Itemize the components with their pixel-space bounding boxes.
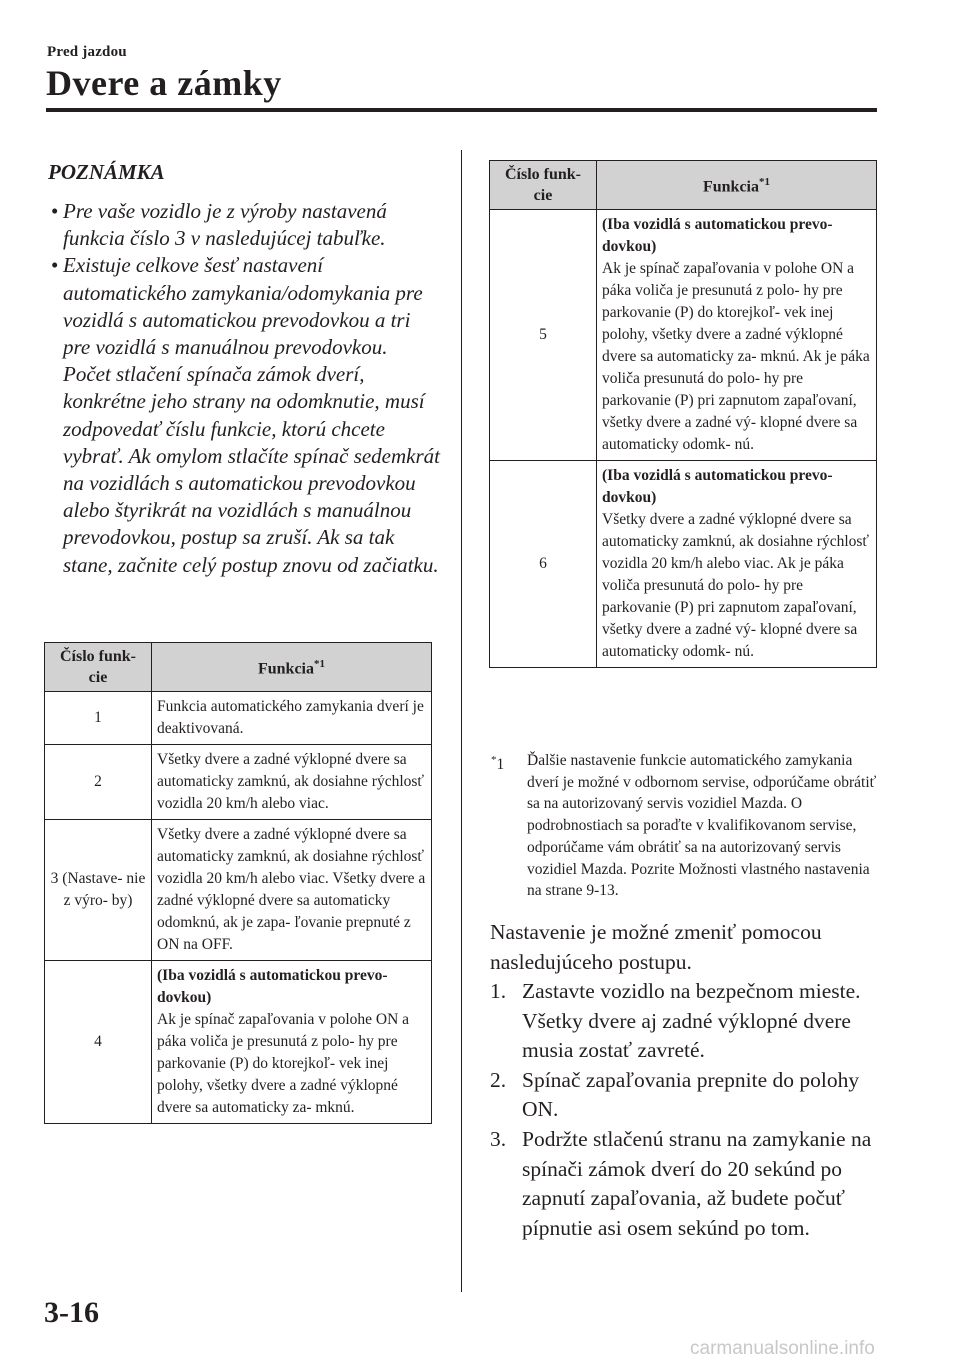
function-number: 2: [45, 745, 152, 820]
function-description: (Iba vozidlá s automatickou prevo- dovkou) Ak je spínač zapaľovania v polohe ON a páka voliča je presunutá z polo- hy pre parkovanie (P) do ktorejkoľ- vek inej polohy, všetky dvere a zadné výklopné dvere sa automaticky za- mknú. Ak je páka voliča presunutá do polo- hy pre parkovanie (P) pri zapnutom zapaľovaní, všetky dvere a zadné vý- klopné dvere sa automaticky odomk- nú.: [597, 210, 877, 461]
footnote-text: Ďalšie nastavenie funkcie automatického zamykania dverí je možné v odbornom servise, odporúčame obrátiť sa na autorizovaný servis vozidiel Mazda. O podrobnostiach sa poraďte v kvalifikovanom servise, odporúčame vám obrátiť sa na autorizovaný servis vozidiel Mazda. Pozrite Možnosti vlastného nastavenia na strane 9-13.: [527, 752, 877, 900]
section-label: Pred jazdou: [47, 44, 127, 60]
page-number: 3-16: [44, 1296, 99, 1329]
function-table-part-1: [44, 642, 432, 1124]
procedure-step: [490, 977, 885, 1066]
function-description: Všetky dvere a zadné výklopné dvere sa automaticky zamknú, ak dosiahne rýchlosť vozidla 20 km/h alebo viac. Všetky dvere a zadné výklopné dvere sa automaticky odomknú, ak je zapa- ľovanie prepnuté z ON na OFF.: [152, 820, 432, 961]
note-item-text: Existuje celkove šesť nastavení automatického zamykania/odomykania pre vozidlá s automatickou prevodovkou a tri pre vozidlá s manuálnou prevodovkou. Počet stlačení spínača zámok dverí, konkrétne jeho strany na odomknutie, musí zodpovedať číslu funkcie, ktorú chcete vybrať. Ak omylom stlačíte spínač sedemkrát na vozidlách s automatickou prevodovkou alebo štyrikrát na vozidlách s manuálnou prevodovkou, postup sa zruší. Ak sa tak stane, začnite celý postup znovu od začiatku.: [63, 253, 440, 577]
procedure-step: [490, 1125, 885, 1243]
step-number: 2.: [490, 1067, 507, 1092]
step-text: Zastavte vozidlo na bezpečnom mieste. Všetky dvere aj zadné výklopné dvere musia zostať zavreté.: [522, 979, 861, 1063]
footnote-ref: *1: [314, 658, 325, 671]
table-header-row: [45, 643, 432, 692]
note-list: [48, 198, 440, 579]
table-row: [490, 461, 877, 668]
function-number: 4: [45, 961, 152, 1124]
function-description: Všetky dvere a zadné výklopné dvere sa automaticky zamknú, ak dosiahne rýchlosť vozidla 20 km/h alebo viac.: [152, 745, 432, 820]
function-number: 6: [490, 461, 597, 668]
header-function-number: Číslo funk- cie: [490, 161, 597, 210]
function-table-part-2: [489, 160, 877, 668]
step-number: 1.: [490, 979, 507, 1003]
function-condition: (Iba vozidlá s automatickou prevo- dovkou): [157, 967, 388, 1006]
note-item: [48, 252, 440, 578]
table-row: [45, 820, 432, 961]
function-condition: (Iba vozidlá s automatickou prevo- dovkou): [602, 216, 833, 255]
footnote-marker: *1: [491, 754, 505, 774]
procedure-intro: Nastavenie je možné zmeniť pomocou nasledujúceho postupu.: [490, 920, 822, 974]
step-text: Podržte stlačenú stranu na zamykanie na spínači zámok dverí do 20 sekúnd po zapnutí zapaľovania, až budete počuť pípnutie asi osem sekúnd po tom.: [522, 1126, 872, 1240]
table-row: [45, 745, 432, 820]
watermark: carmanualsonline.info: [690, 1338, 875, 1359]
function-number: 3 (Nastave- nie z výro- by): [45, 820, 152, 961]
footnote: [491, 750, 881, 902]
table-header-row: [490, 161, 877, 210]
step-number: 3.: [490, 1126, 507, 1151]
note-heading: POZNÁMKA: [48, 160, 165, 184]
note-item: [48, 198, 440, 252]
table-row: [45, 692, 432, 745]
function-condition: (Iba vozidlá s automatickou prevo- dovkou): [602, 467, 833, 506]
header-function-number: Číslo funk- cie: [45, 643, 152, 692]
title-rule: [46, 108, 877, 112]
procedure-step: [490, 1066, 885, 1125]
column-divider: [461, 150, 462, 1292]
function-description: (Iba vozidlá s automatickou prevo- dovkou) Všetky dvere a zadné výklopné dvere sa automaticky zamknú, ak dosiahne rýchlosť vozidla 20 km/h alebo viac. Ak je páka voliča presunutá do polo- hy pre parkovanie (P) pri zapnutom zapaľovaní, všetky dvere a zadné vý- klopné dvere sa automaticky odomk- nú.: [597, 461, 877, 668]
bullet-icon: •: [51, 199, 59, 223]
header-function: Funkcia$^{*1}$: [597, 161, 877, 210]
chapter-title: Dvere a zámky: [46, 63, 282, 103]
function-description: (Iba vozidlá s automatickou prevo- dovkou) Ak je spínač zapaľovania v polohe ON a páka voliča je presunutá z polo- hy pre parkovanie (P) do ktorejkoľ- vek inej polohy, všetky dvere a zadné výklopné dvere sa automaticky za- mknú.: [152, 961, 432, 1124]
bullet-icon: •: [51, 253, 59, 278]
function-number: 5: [490, 210, 597, 461]
function-description: Funkcia automatického zamykania dverí je deaktivovaná.: [152, 692, 432, 745]
note-item-text: Pre vaše vozidlo je z výroby nastavená funkcia číslo 3 v nasledujúcej tabuľke.: [63, 199, 387, 251]
footnote-ref: *1: [759, 176, 770, 189]
table-row: [45, 961, 432, 1124]
function-number: 1: [45, 692, 152, 745]
header-function: Funkcia$^{*1}$: [152, 643, 432, 692]
table-row: [490, 210, 877, 461]
procedure-steps: [490, 977, 885, 1243]
step-text: Spínač zapaľovania prepnite do polohy ON.: [522, 1067, 860, 1122]
